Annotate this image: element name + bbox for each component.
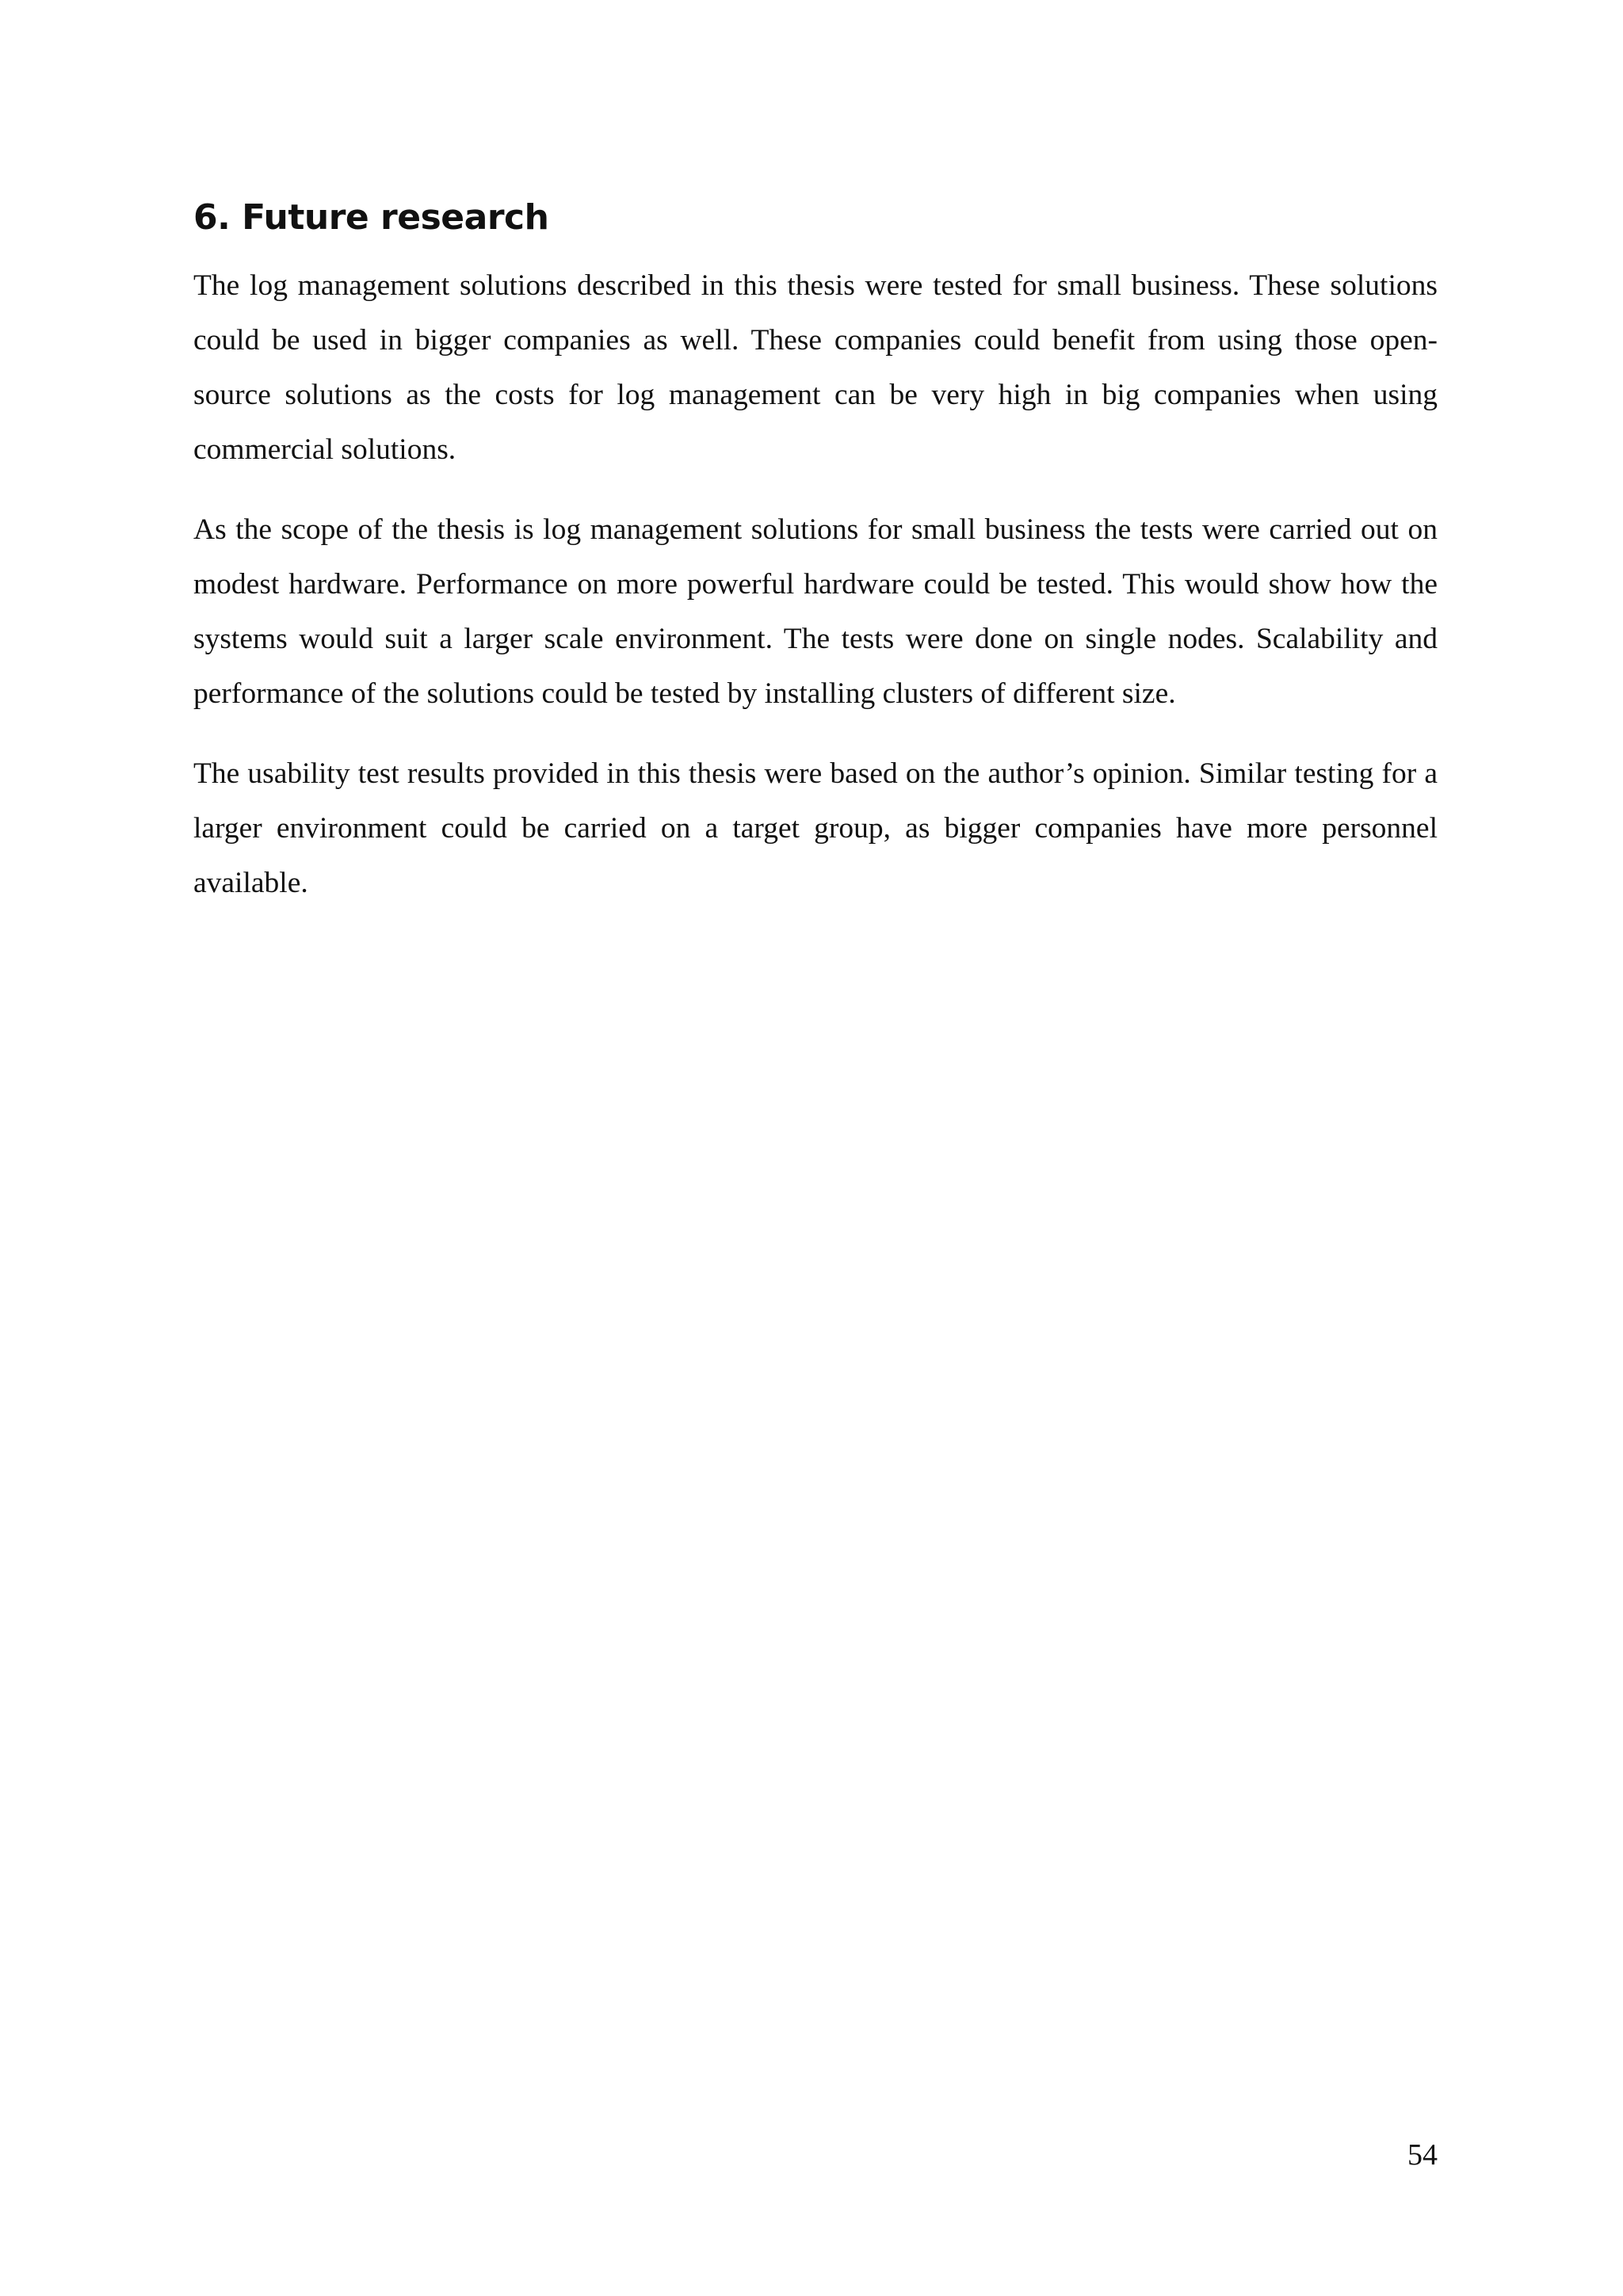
paragraph-2: As the scope of the thesis is log management solutions for small business the tests were carried out on modest hardware. Performance on more powerful hardware could be tested. This would show how the systems would suit a larger scale environment. The tests were done on single nodes. Scalability and performance of the solutions could be tested by installing clusters of different size. — [193, 513, 1438, 710]
paragraph-3: The usability test results provided in this thesis were based on the author’s opinion. Similar testing for a larger environment could be carried on a target group, as bigger companies have more personnel available. — [193, 757, 1438, 899]
paragraph-1: The log management solutions described in this thesis were tested for small business. These solutions could be used in bigger companies as well. These companies could benefit from using those open-source solutions as the costs for log management can be very high in big companies when using commercial solutions. — [193, 269, 1438, 466]
page-content — [193, 189, 1438, 936]
page-number: 54 — [1407, 2138, 1438, 2172]
section-heading: 6. Future research — [193, 197, 549, 238]
